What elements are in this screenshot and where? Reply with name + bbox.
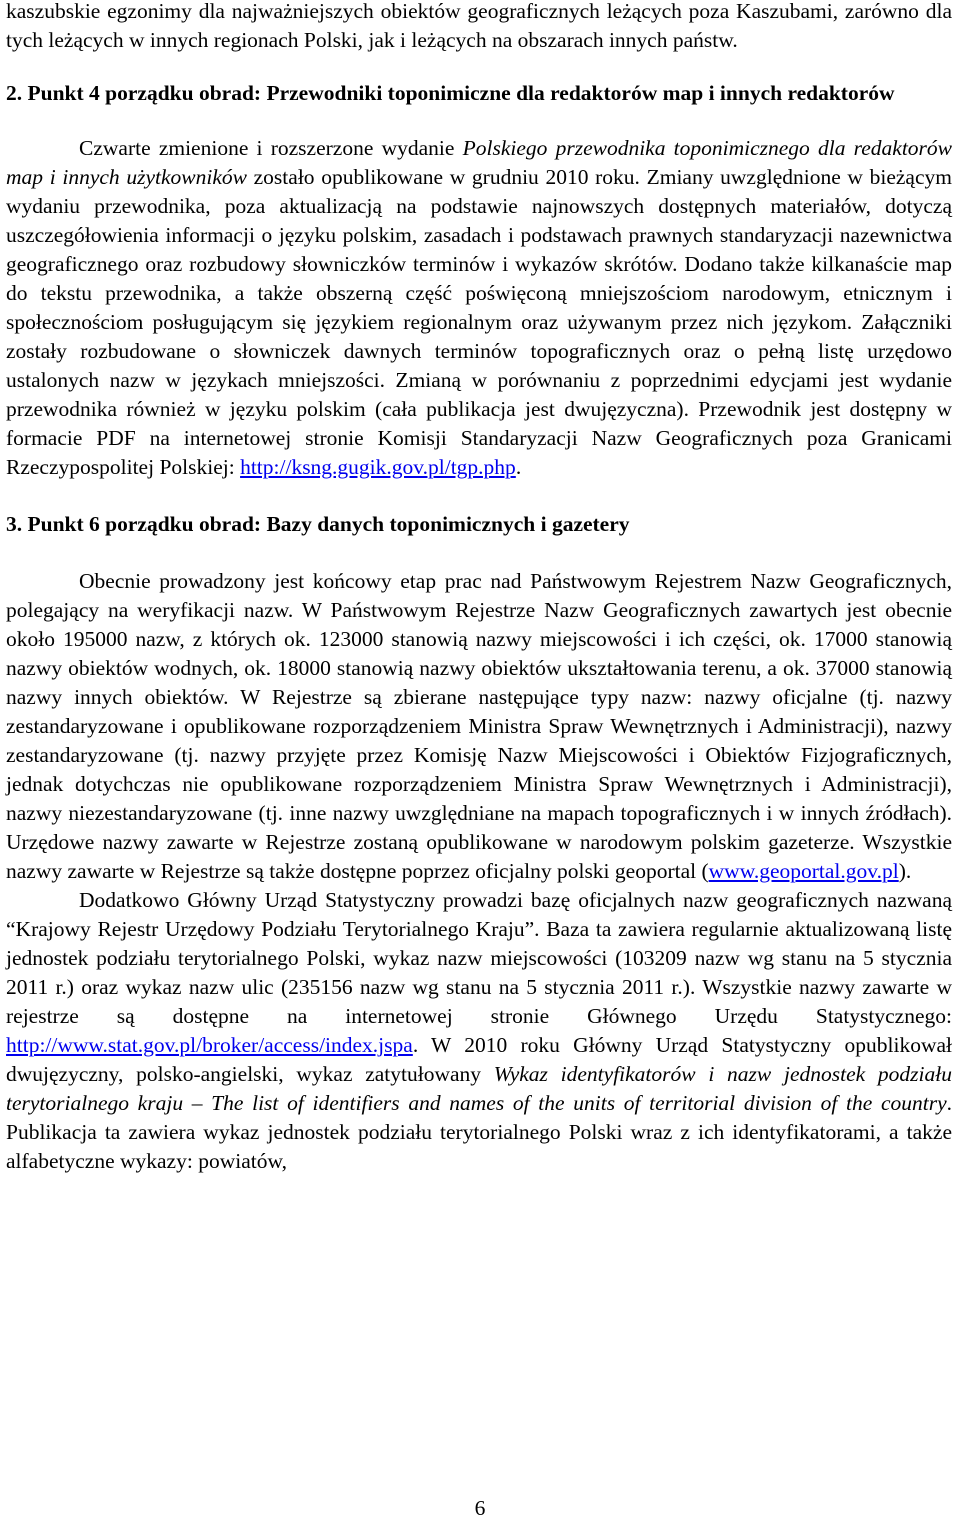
ksng-link[interactable]: http://ksng.gugik.gov.pl/tgp.php xyxy=(240,455,516,479)
section-2-heading: 2. Punkt 4 porządku obrad: Przewodniki toponimiczne dla redaktorów map i innych redaktorów xyxy=(6,81,895,105)
section-3-p2-end: . Publikacja ta zawiera wykaz jednostek podziału terytorialnego Polski wraz z ich identyfikatorami, a także alfabetyczne wykazy: powiatów, xyxy=(6,1091,952,1173)
section-3-paragraph-2 xyxy=(6,886,952,1176)
stat-gov-link[interactable]: http://www.stat.gov.pl/broker/access/index.jspa xyxy=(6,1033,413,1057)
section-2-text-end: . xyxy=(515,455,522,479)
intro-paragraph xyxy=(6,0,952,55)
intro-text: kaszubskie egzonimy dla najważniejszych obiektów geograficznych leżących poza Kaszubami, zarówno dla tych leżących w innych regionach Polski, jak i leżących na obszarach innych państw. xyxy=(6,0,952,52)
section-3-p2-mid: . W 2010 roku Główny Urząd Statystyczny opublikował dwujęzyczny, polsko-angielski, wykaz zatytułowany xyxy=(6,1033,952,1086)
page-number: 6 xyxy=(474,1496,486,1520)
geoportal-link[interactable]: www.geoportal.gov.pl xyxy=(708,859,899,883)
section-3-paragraph-1 xyxy=(6,567,952,886)
section-2-text-body: zostało opublikowane w grudniu 2010 roku. Zmiany uwzględnione w bieżącym wydaniu przewodnika, poza aktualizacją na podstawie najnowszych dostępnych materiałów, dotyczą uszczegółowienia informacji o języku polskim, zasadach i podstawach prawnych standaryzacji nazewnictwa geograficznego oraz rozbudowy słowniczków terminów i wykazów skrótów. Dodano także kilkanaście map do tekstu przewodnika, a także obszerną część poświęconą mniejszościom narodowym, etnicznym i społecznościom posługującym się językiem regionalnym oraz używanym przez nich językom. Załączniki zostały rozbudowane o słowniczek dawnych terminów topograficznych oraz o pełną listę urzędowo ustalonych nazw w językach mniejszości. Zmianą w porównaniu z poprzednimi edycjami jest wydanie przewodnika również w języku polskim (cała publikacja jest dwujęzyczna). Przewodnik jest dostępny w formacie PDF na internetowej stronie Komisji Standaryzacji Nazw Geograficznych poza Granicami Rzeczypospolitej Polskiej: xyxy=(6,165,952,479)
section-3-heading: 3. Punkt 6 porządku obrad: Bazy danych toponimicznych i gazetery xyxy=(6,512,630,536)
section-3-p2-text: Dodatkowo Główny Urząd Statystyczny prowadzi bazę oficjalnych nazw geograficznych nazwaną “Krajowy Rejestr Urzędowy Podziału Terytorialnego Kraju”. Baza ta zawiera regularnie aktualizowaną listę jednostek podziału terytorialnego Polski, wykaz nazw miejscowości (103209 nazw wg stanu na 5 stycznia 2011 r.) oraz wykaz nazw ulic (235156 nazw wg stanu na 5 stycznia 2011 r.). Wszystkie nazwy zawarte w rejestrze są dostępne na internetowej stronie Głównego Urzędu Statystycznego: xyxy=(6,888,952,1028)
section-2-paragraph xyxy=(6,134,952,482)
document-page xyxy=(6,0,952,1176)
guide-title: Polskiego przewodnika toponimicznego dla redaktorów map i innych użytkowników xyxy=(6,136,953,189)
section-3-p1-end: ). xyxy=(898,859,912,883)
publication-title: Wykaz identyfikatorów i nazw jednostek podziału terytorialnego kraju – The list of identifiers and names of the units of territorial division of the country xyxy=(6,1062,952,1115)
section-2-text-start: Czwarte zmienione i rozszerzone wydanie xyxy=(79,136,463,160)
section-3-p1-text: Obecnie prowadzony jest końcowy etap prac nad Państwowym Rejestrem Nazw Geograficznych, polegający na weryfikacji nazw. W Państwowym Rejestrze Nazw Geograficznych zawartych jest obecnie około 195000 nazw, z których ok. 123000 stanowią nazwy miejscowości i ich części, ok. 17000 stanowią nazwy obiektów wodnych, ok. 18000 stanowią nazwy obiektów ukształtowania terenu, a ok. 37000 stanowią nazwy innych obiektów. W Rejestrze są zbierane następujące typy nazw: nazwy oficjalne (tj. nazwy zestandaryzowane i opublikowane rozporządzeniem Ministra Spraw Wewnętrznych i Administracji), nazwy zestandaryzowane (tj. nazwy przyjęte przez Komisję Nazw Miejscowości i Obiektów Fizjograficznych, jednak dotychczas nie opublikowane rozporządzeniem Ministra Spraw Wewnętrznych i Administracji), nazwy niezestandaryzowane (tj. inne nazwy uwzględniane na mapach topograficznych i w innych źródłach). Urzędowe nazwy zawarte w Rejestrze zostaną opublikowane w narodowym polskim gazeterze. Wszystkie nazwy zawarte w Rejestrze są także dostępne poprzez oficjalny polski geoportal ( xyxy=(6,569,952,883)
